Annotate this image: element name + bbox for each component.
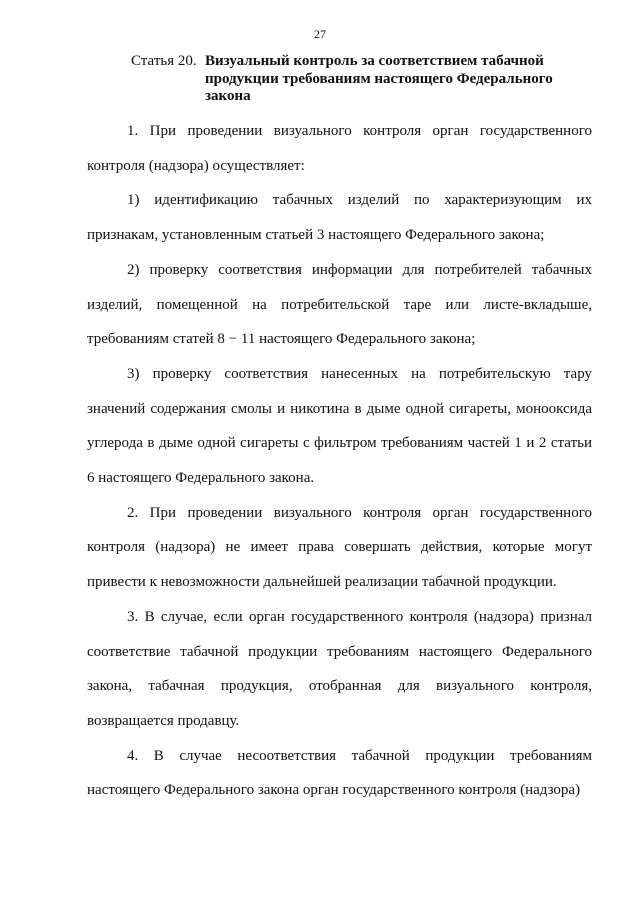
article-label: Статья 20. bbox=[131, 53, 197, 69]
paragraph-2: 2. При проведении визуального контроля орган государственного контроля (надзора) не имеет права совершать действия, которые могут привести к невозможности дальнейшей реализации табачной продукции. bbox=[87, 504, 592, 591]
article-heading bbox=[131, 53, 601, 106]
page-number: 27 bbox=[314, 27, 326, 41]
list-item-3: 3) проверку соответствия нанесенных на потребительскую тару значений содержания смолы и никотина в дыме одной сигареты, монооксида углерода в дыме одной сигареты с фильтром требованиям частей 1 и 2 статьи 6 настоящего Федерального закона. bbox=[87, 365, 592, 487]
list-item-2: 2) проверку соответствия информации для потребителей табачных изделий, помещенной на потребительской таре или листе-вкладыше, требованиям статей 8 − 11 настоящего Федерального закона; bbox=[87, 261, 592, 348]
article-body bbox=[87, 114, 592, 808]
paragraph-3: 3. В случае, если орган государственного контроля (надзора) признал соответствие табачной продукции требованиям настоящего Федерального закона, табачная продукция, отобранная для визуального контроля, возвращается продавцу. bbox=[87, 608, 592, 729]
paragraph-4: 4. В случае несоответствия табачной продукции требованиям настоящего Федерального закона орган государственного контроля (надзора) bbox=[87, 747, 592, 799]
article-title: Визуальный контроль за соответствием табачной продукции требованиям настоящего Федерального закона bbox=[205, 53, 553, 104]
paragraph-1: 1. При проведении визуального контроля орган государственного контроля (надзора) осуществляет: bbox=[87, 123, 592, 174]
list-item-1: 1) идентификацию табачных изделий по характеризующим их признакам, установленным статьей 3 настоящего Федерального закона; bbox=[87, 192, 592, 244]
